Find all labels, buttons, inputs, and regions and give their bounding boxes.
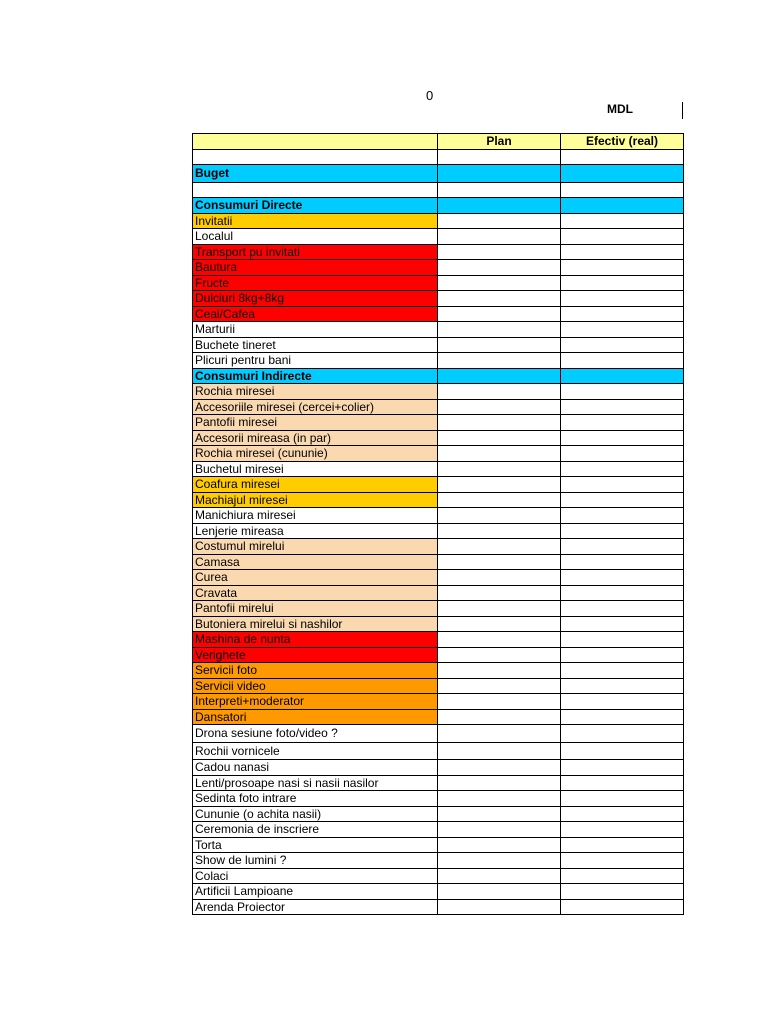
plan-cell[interactable] [438,663,561,679]
table-row [193,647,684,663]
plan-cell[interactable] [438,353,561,369]
plan-cell[interactable] [438,775,561,791]
plan-cell[interactable] [438,275,561,291]
category-cell[interactable]: Fructe [193,275,438,291]
plan-cell[interactable] [438,384,561,400]
category-cell[interactable]: Ceai/Cafea [193,306,438,322]
table-row [193,492,684,508]
actual-cell[interactable] [561,760,684,776]
plan-cell[interactable] [438,884,561,900]
top-zero-value: 0 [426,88,434,103]
plan-cell[interactable] [438,165,561,183]
category-cell[interactable]: Coafura miresei [193,477,438,493]
plan-cell[interactable] [438,806,561,822]
actual-cell[interactable] [561,384,684,400]
table-row [193,461,684,477]
table-row [193,853,684,869]
header-row [193,134,684,150]
plan-cell[interactable] [438,306,561,322]
category-cell[interactable]: Dulciuri 8kg+8kg [193,291,438,307]
actual-cell[interactable] [561,291,684,307]
category-cell[interactable]: Artificii Lampioane [193,884,438,900]
plan-cell[interactable] [438,492,561,508]
category-cell[interactable]: Lenjerie mireasa [193,523,438,539]
table-row [193,322,684,338]
plan-cell[interactable] [438,647,561,663]
actual-cell[interactable] [561,353,684,369]
category-cell[interactable]: Pantofii mirelui [193,601,438,617]
category-cell[interactable] [193,182,438,198]
actual-cell[interactable] [561,306,684,322]
actual-cell[interactable] [561,446,684,462]
actual-cell[interactable] [561,165,684,183]
table-row [193,306,684,322]
plan-cell[interactable] [438,461,561,477]
table-row [193,337,684,353]
table-row [193,275,684,291]
plan-cell[interactable] [438,570,561,586]
actual-cell[interactable] [561,725,684,743]
actual-cell[interactable] [561,868,684,884]
plan-cell[interactable] [438,822,561,838]
plan-cell[interactable] [438,291,561,307]
table-row [193,725,684,743]
header-cell-category[interactable] [193,134,438,150]
category-cell[interactable]: Drona sesiune foto/video ? [193,725,438,743]
plan-cell[interactable] [438,616,561,632]
actual-cell[interactable] [561,415,684,431]
table-row [193,663,684,679]
category-cell[interactable]: Machiajul miresei [193,492,438,508]
actual-cell[interactable] [561,742,684,760]
plan-cell[interactable] [438,446,561,462]
actual-cell[interactable] [561,539,684,555]
plan-cell[interactable] [438,260,561,276]
table-row [193,585,684,601]
actual-cell[interactable] [561,791,684,807]
plan-cell[interactable] [438,322,561,338]
actual-cell[interactable] [561,884,684,900]
header-cell-actual[interactable]: Efectiv (real) [561,134,684,150]
plan-cell[interactable] [438,694,561,710]
table-row [193,709,684,725]
table-row [193,884,684,900]
category-cell[interactable]: Consumuri Indirecte [193,368,438,384]
category-cell[interactable]: Curea [193,570,438,586]
table-row [193,570,684,586]
table-row [193,539,684,555]
category-cell[interactable]: Buget [193,165,438,183]
category-cell[interactable]: Arenda Proiector [193,899,438,915]
category-cell[interactable]: Colaci [193,868,438,884]
table-row [193,244,684,260]
table-row [193,899,684,915]
actual-cell[interactable] [561,601,684,617]
actual-cell[interactable] [561,492,684,508]
actual-cell[interactable] [561,570,684,586]
category-cell[interactable]: Camasa [193,554,438,570]
plan-cell[interactable] [438,791,561,807]
plan-cell[interactable] [438,899,561,915]
category-cell[interactable]: Transport pu invitati [193,244,438,260]
actual-cell[interactable] [561,198,684,214]
plan-cell[interactable] [438,601,561,617]
plan-cell[interactable] [438,725,561,743]
actual-cell[interactable] [561,585,684,601]
table-row [193,430,684,446]
table-row [193,694,684,710]
actual-cell[interactable] [561,508,684,524]
header-cell-plan[interactable]: Plan [438,134,561,150]
plan-cell[interactable] [438,477,561,493]
table-row [193,523,684,539]
actual-cell[interactable] [561,213,684,229]
budget-table [192,133,684,915]
actual-cell[interactable] [561,806,684,822]
category-cell[interactable]: Torta [193,837,438,853]
category-cell[interactable]: Localul [193,229,438,245]
category-cell[interactable]: Plicuri pentru bani [193,353,438,369]
actual-cell[interactable] [561,244,684,260]
category-cell[interactable]: Sedinta foto intrare [193,791,438,807]
plan-cell[interactable] [438,853,561,869]
category-cell[interactable]: Rochia miresei (cununie) [193,446,438,462]
actual-cell[interactable] [561,430,684,446]
table-row [193,229,684,245]
plan-cell[interactable] [438,585,561,601]
table-row [193,260,684,276]
actual-cell[interactable] [561,399,684,415]
table-row [193,508,684,524]
table-row [193,868,684,884]
table-row [193,760,684,776]
category-cell[interactable]: Accesoriile miresei (cercei+colier) [193,399,438,415]
actual-cell[interactable] [561,616,684,632]
plan-cell[interactable] [438,399,561,415]
table-row [193,415,684,431]
table-row [193,399,684,415]
actual-cell[interactable] [561,322,684,338]
category-cell[interactable]: Verighete [193,647,438,663]
category-cell[interactable]: Pantofii miresei [193,415,438,431]
plan-cell[interactable] [438,337,561,353]
category-cell[interactable]: Accesorii mireasa (in par) [193,430,438,446]
plan-cell[interactable] [438,368,561,384]
actual-cell[interactable] [561,229,684,245]
actual-cell[interactable] [561,368,684,384]
category-cell[interactable]: Marturii [193,322,438,338]
category-cell[interactable]: Butoniera mirelui si nashilor [193,616,438,632]
plan-cell[interactable] [438,430,561,446]
category-cell[interactable]: Dansatori [193,709,438,725]
plan-cell[interactable] [438,149,561,165]
table-row [193,353,684,369]
table-row [193,477,684,493]
table-row [193,742,684,760]
actual-cell[interactable] [561,822,684,838]
table-row [193,291,684,307]
actual-cell[interactable] [561,899,684,915]
plan-cell[interactable] [438,229,561,245]
table-row [193,446,684,462]
category-cell[interactable]: Consumuri Directe [193,198,438,214]
section-row [193,165,684,183]
actual-cell[interactable] [561,775,684,791]
plan-cell[interactable] [438,632,561,648]
category-cell[interactable]: Invitatii [193,213,438,229]
plan-cell[interactable] [438,244,561,260]
actual-cell[interactable] [561,647,684,663]
table-row [193,775,684,791]
actual-cell[interactable] [561,477,684,493]
plan-cell[interactable] [438,554,561,570]
actual-cell[interactable] [561,663,684,679]
plan-cell[interactable] [438,837,561,853]
category-cell[interactable]: Cununie (o achita nasii) [193,806,438,822]
category-cell[interactable]: Buchete tineret [193,337,438,353]
plan-cell[interactable] [438,539,561,555]
actual-cell[interactable] [561,837,684,853]
currency-label: MDL [607,102,633,116]
actual-cell[interactable] [561,149,684,165]
table-row [193,678,684,694]
plan-cell[interactable] [438,868,561,884]
actual-cell[interactable] [561,260,684,276]
actual-cell[interactable] [561,554,684,570]
category-cell[interactable]: Manichiura miresei [193,508,438,524]
table-row [193,213,684,229]
table-row [193,384,684,400]
plan-cell[interactable] [438,415,561,431]
actual-cell[interactable] [561,523,684,539]
category-cell[interactable]: Interpreti+moderator [193,694,438,710]
category-cell[interactable]: Costumul mirelui [193,539,438,555]
actual-cell[interactable] [561,632,684,648]
category-cell[interactable]: Servicii video [193,678,438,694]
category-cell[interactable]: Mashina de nunta [193,632,438,648]
plan-cell[interactable] [438,523,561,539]
plan-cell[interactable] [438,678,561,694]
plan-cell[interactable] [438,742,561,760]
actual-cell[interactable] [561,275,684,291]
actual-cell[interactable] [561,182,684,198]
actual-cell[interactable] [561,694,684,710]
table-row [193,182,684,198]
category-cell[interactable]: Bautura [193,260,438,276]
actual-cell[interactable] [561,709,684,725]
category-cell[interactable]: Rochii vornicele [193,742,438,760]
category-cell[interactable]: Rochia miresei [193,384,438,400]
table-row [193,554,684,570]
category-cell[interactable]: Buchetul miresei [193,461,438,477]
section-row [193,368,684,384]
category-cell[interactable]: Ceremonia de inscriere [193,822,438,838]
table-row [193,616,684,632]
category-cell[interactable]: Cravata [193,585,438,601]
category-cell[interactable]: Servicii foto [193,663,438,679]
section-row [193,198,684,214]
text-cursor [682,102,683,119]
actual-cell[interactable] [561,337,684,353]
table-row [193,149,684,165]
category-cell[interactable] [193,149,438,165]
plan-cell[interactable] [438,182,561,198]
plan-cell[interactable] [438,198,561,214]
plan-cell[interactable] [438,508,561,524]
plan-cell[interactable] [438,213,561,229]
actual-cell[interactable] [561,461,684,477]
category-cell[interactable]: Cadou nanasi [193,760,438,776]
table-row [193,806,684,822]
table-row [193,632,684,648]
category-cell[interactable]: Lenti/prosoape nasi si nasii nasilor [193,775,438,791]
actual-cell[interactable] [561,678,684,694]
table-row [193,601,684,617]
table-row [193,822,684,838]
actual-cell[interactable] [561,853,684,869]
table-row [193,791,684,807]
table-row [193,837,684,853]
plan-cell[interactable] [438,760,561,776]
category-cell[interactable]: Show de lumini ? [193,853,438,869]
plan-cell[interactable] [438,709,561,725]
